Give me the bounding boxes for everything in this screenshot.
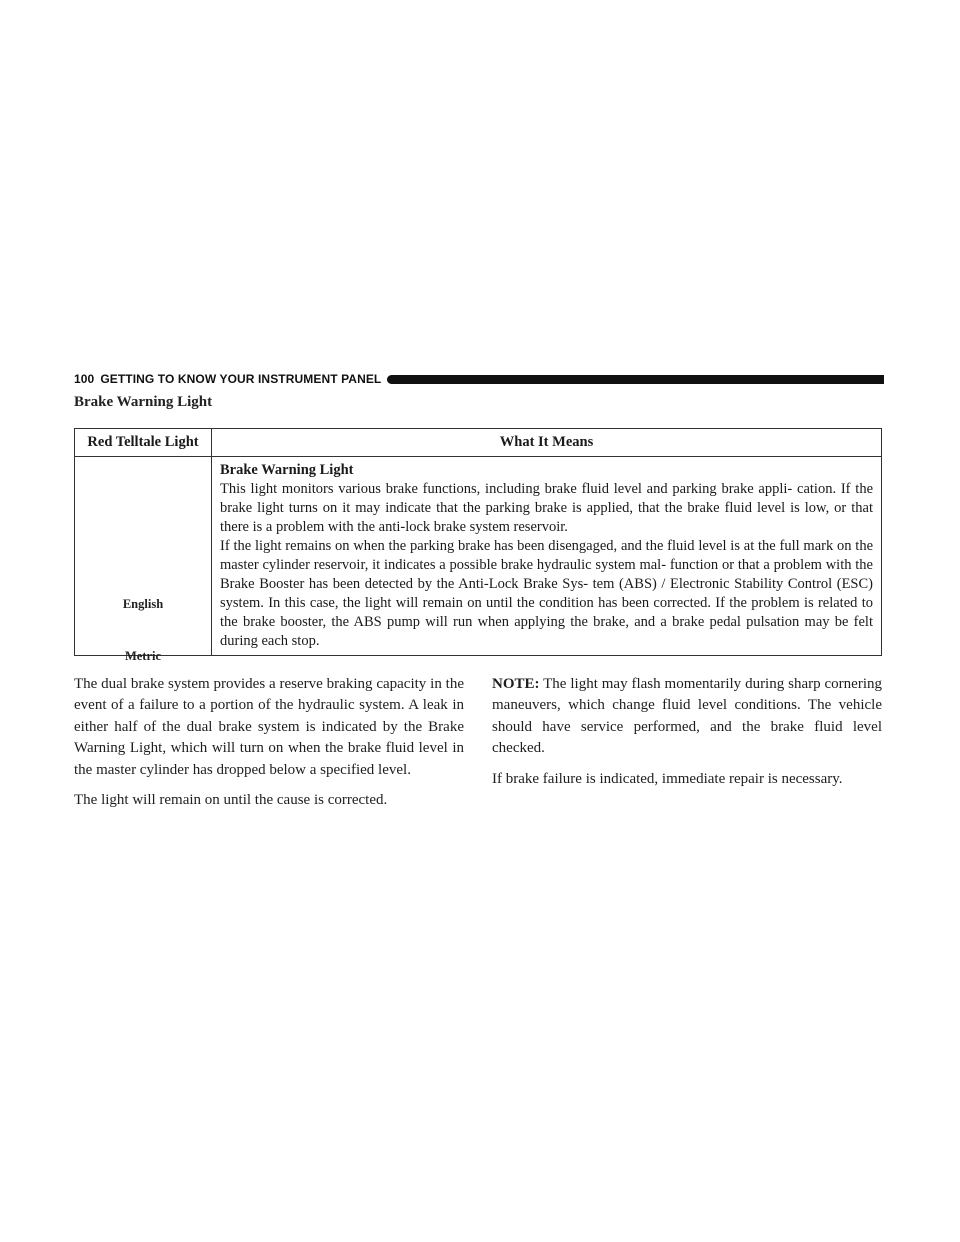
- header-text: [74, 372, 381, 386]
- note-label: NOTE:: [492, 676, 540, 692]
- note-text: The light may flash momentarily during sharp cornering maneuvers, which change fluid level conditions. The vehicle should have service performed, and the brake fluid level checked.: [492, 676, 882, 757]
- meaning-paragraph-1: This light monitors various brake functions, including brake fluid level and parking brake appli- cation. If the brake light turns on it may indicate that the parking brake is applied, that the brake fluid level is low, or that there is a problem with the anti-lock brake system reservoir.: [220, 481, 873, 535]
- header-rule: [387, 375, 884, 384]
- note-paragraph: [492, 674, 882, 760]
- meaning-paragraph-2: If the light remains on when the parking brake has been disengaged, and the fluid level is at the full mark on the master cylinder reservoir, it indicates a possible brake hydraulic system mal- function or that a problem with the Brake Booster has been detected by the Anti-Lock Brake Sys- tem (ABS) / Electronic Stability Control (ESC) system. In this case, the light will remain on until the condition has been corrected. If the problem is related to the brake booster, the ABS pump will run when applying the brake, and a brake pedal pulsation may be felt during each stop.: [220, 538, 873, 649]
- telltale-cell: [75, 457, 212, 663]
- unit-english-label: English: [122, 597, 164, 611]
- chapter-title: GETTING TO KNOW YOUR INSTRUMENT PANEL: [100, 372, 382, 386]
- table-header-row: [75, 429, 882, 457]
- unit-metric-label: Metric: [124, 649, 162, 663]
- body-column-right: [492, 674, 882, 799]
- page-header: [74, 372, 884, 386]
- body-paragraph: The light will remain on until the cause is corrected.: [74, 792, 388, 809]
- telltale-table: [74, 428, 882, 663]
- body-column-left: [74, 674, 464, 820]
- page-number: 100: [74, 372, 95, 386]
- table-row: [75, 457, 882, 656]
- section-title: Brake Warning Light: [74, 394, 213, 410]
- body-paragraph: The dual brake system provides a reserve braking capacity in the event of a failure to a portion of the hydraulic system. A leak in either half of the dual brake system is indicated by the Brake Warning Light, which will turn on when the brake fluid level in the master cylinder has dropped below a specified level.: [74, 676, 464, 778]
- meaning-title: Brake Warning Light: [220, 462, 354, 478]
- header-red-telltale-light: Red Telltale Light: [75, 429, 212, 457]
- meaning-cell: [212, 457, 882, 656]
- header-what-it-means: What It Means: [212, 429, 882, 457]
- body-paragraph: If brake failure is indicated, immediate repair is necessary.: [492, 770, 843, 787]
